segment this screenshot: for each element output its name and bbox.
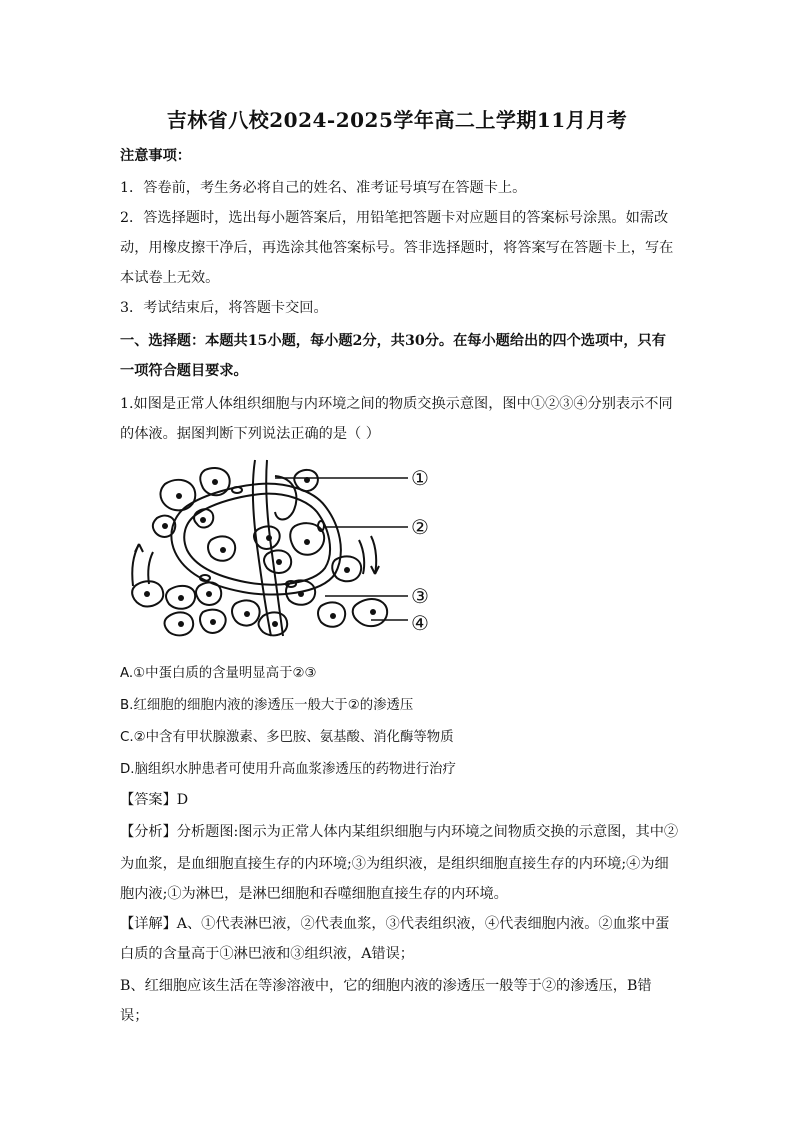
detail-line-2: 白质的含量高于①淋巴液和③组织液，A错误； bbox=[120, 946, 414, 962]
option-a: A.①中蛋白质的含量明显高于②③ bbox=[120, 666, 317, 681]
figure-label-1: ① bbox=[411, 466, 429, 490]
notice-item-2-line-2: 动，用橡皮擦干净后，再选涂其他答案标号。答非选择题时，将答案写在答题卡上，写在 bbox=[120, 240, 674, 256]
option-b: B.红细胞的细胞内液的渗透压一般大于②的渗透压 bbox=[120, 698, 414, 713]
question-stem-line-2: 的体液。据图判断下列说法正确的是（ ） bbox=[120, 426, 380, 442]
notice-item-3: 3．考试结束后，将答题卡交回。 bbox=[120, 300, 328, 316]
notice-item-1: 1．答卷前，考生务必将自己的姓名、准考证号填写在答题卡上。 bbox=[120, 180, 527, 196]
tissue-cell bbox=[353, 599, 387, 626]
analysis-line-1: 【分析】分析题图:图示为正常人体内某组织细胞与内环境之间物质交换的示意图，其中② bbox=[120, 824, 679, 840]
notice-item-2-line-1: 2．答选择题时，选出每小题答案后，用铅笔把答题卡对应题目的答案标号涂黑。如需改 bbox=[120, 210, 669, 226]
notice-heading: 注意事项： bbox=[120, 148, 191, 164]
detail-line-4: 误； bbox=[120, 1008, 149, 1024]
question-stem-line-1: 1.如图是正常人体组织细胞与内环境之间的物质交换示意图，图中①②③④分别表示不同 bbox=[120, 396, 673, 412]
figure-label-2: ② bbox=[411, 515, 429, 539]
page-title: 吉林省八校2024-2025学年高二上学期11月月考 bbox=[166, 108, 628, 132]
flow-arrow bbox=[148, 552, 153, 584]
section-heading-line-2: 一项符合题目要求。 bbox=[120, 363, 248, 379]
flow-arrow bbox=[135, 544, 143, 552]
diagram-svg bbox=[125, 456, 440, 648]
figure-label-4: ④ bbox=[411, 611, 429, 635]
capillary-vessel bbox=[184, 494, 330, 585]
detail-line-1: 【详解】A、①代表淋巴液，②代表血浆，③代表组织液，④代表细胞内液。②血浆中蛋 bbox=[120, 916, 670, 932]
notice-item-2-line-3: 本试卷上无效。 bbox=[120, 270, 220, 286]
option-d: D.脑组织水肿患者可使用升高血浆渗透压的药物进行治疗 bbox=[120, 762, 456, 777]
detail-line-3: B、红细胞应该生活在等渗溶液中，它的细胞内液的渗透压一般等于②的渗透压，B错 bbox=[120, 978, 652, 994]
answer: 【答案】D bbox=[120, 792, 189, 808]
analysis-line-2: 为血浆，是血细胞直接生存的内环境;③为组织液，是组织细胞直接生存的内环境;④为细 bbox=[120, 856, 669, 872]
section-heading-line-1: 一、选择题：本题共15小题，每小题2分，共30分。在每小题给出的四个选项中，只有 bbox=[120, 333, 666, 349]
tissue-exchange-diagram bbox=[125, 456, 440, 648]
option-c: C.②中含有甲状腺激素、多巴胺、氨基酸、消化酶等物质 bbox=[120, 730, 454, 745]
figure-label-3: ③ bbox=[411, 584, 429, 608]
analysis-line-3: 胞内液;①为淋巴，是淋巴细胞和吞噬细胞直接生存的内环境。 bbox=[120, 886, 508, 902]
